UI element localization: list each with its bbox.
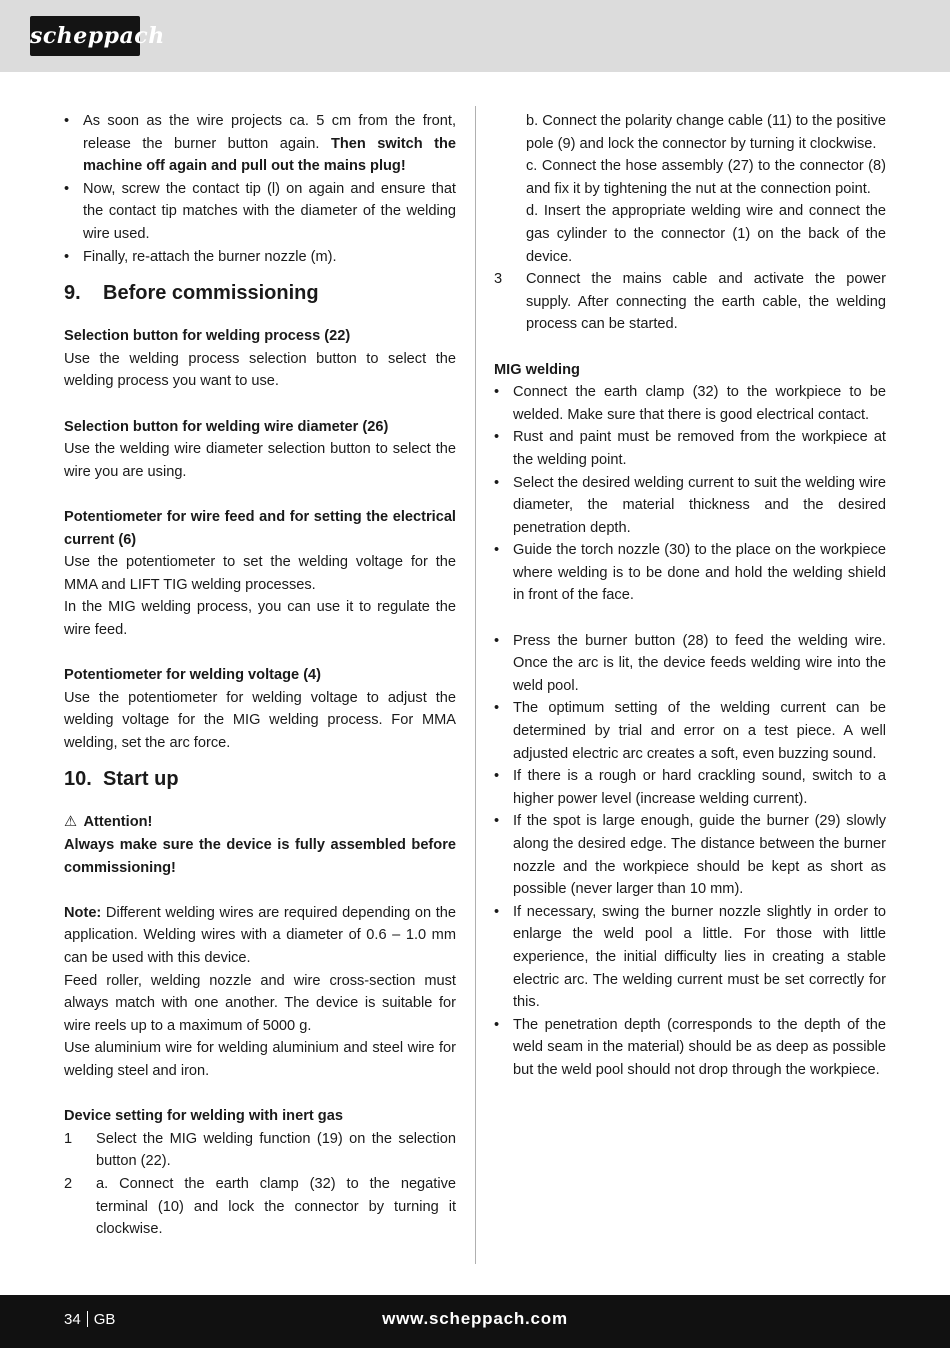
subheading: MIG welding <box>494 361 580 378</box>
list-item: • The optimum setting of the welding current can be determined by trial and error on a test piece. A well adjusted electric arc creates a soft, even buzzing sound. <box>494 697 886 765</box>
sub-step: d. Insert the appropriate welding wire and connect the gas cylinder to the connector (1) on the back of the device. <box>526 203 886 265</box>
warning-icon: ⚠ <box>64 814 78 831</box>
sub-step: b. Connect the polarity change cable (11) to the positive pole (9) and lock the connector by turning it clockwise. <box>526 113 886 152</box>
page-number: 34 GB <box>64 1311 116 1328</box>
subheading: Selection button for welding wire diameter (26) <box>64 418 389 435</box>
section-heading-9: 9. Before commissioning <box>64 282 319 305</box>
page-header <box>0 0 950 72</box>
list-item: • As soon as the wire projects ca. 5 cm from the front, release the burner button again. Then switch the machine off again and pull out the mains plug! <box>64 110 456 178</box>
list-item: • Finally, re-attach the burner nozzle (m). <box>64 246 456 269</box>
attention-heading: ⚠ Attention! <box>64 811 456 834</box>
paragraph: Use aluminium wire for welding aluminium and steel wire for welding steel and iron. <box>64 1040 456 1079</box>
list-item: • Now, screw the contact tip (l) on again and ensure that the contact tip matches with the diameter of the welding wire used. <box>64 178 456 246</box>
paragraph: Use the potentiometer to set the welding voltage for the MMA and LIFT TIG welding processes. <box>64 554 456 593</box>
numbered-step: 1 Select the MIG welding function (19) on the selection button (22). <box>64 1130 456 1170</box>
brand-logo: scheppach <box>30 16 140 56</box>
list-item: • If necessary, swing the burner nozzle slightly in order to enlarge the weld pool a little. For those with little experience, the initial difficulty lies in creating a stable electric arc. The welding current must be set correctly for this. <box>494 901 886 1014</box>
paragraph: Feed roller, welding nozzle and wire cross-section must always match with one another. The device is suitable for wire reels up to a maximum of 5000 g. <box>64 972 456 1034</box>
subheading: Potentiometer for wire feed and for setting the electrical current (6) <box>64 508 456 548</box>
note-paragraph: Note: Different welding wires are required depending on the application. Welding wires with a diameter of 0.6 – 1.0 mm can be used with this device. <box>64 904 456 966</box>
list-item: • If the spot is large enough, guide the burner (29) slowly along the desired edge. The distance between the burner nozzle and the workpiece should be kept as short as possible (never larger than 10 mm). <box>494 810 886 900</box>
subheading: Potentiometer for welding voltage (4) <box>64 667 322 684</box>
numbered-step: 3 Connect the mains cable and activate the power supply. After connecting the earth cable, the welding process can be started. <box>494 271 886 333</box>
paragraph: Use the potentiometer for welding voltage to adjust the welding voltage for the MIG welding process. For MMA welding, set the arc force. <box>64 689 456 751</box>
paragraph: Use the welding process selection button to select the welding process you want to use. <box>64 350 456 390</box>
list-item: • Select the desired welding current to suit the welding wire diameter, the material thickness and the desired penetration depth. <box>494 472 886 540</box>
section-heading-10: 10. Start up <box>64 768 179 791</box>
left-column <box>64 110 456 1241</box>
subheading: Device setting for welding with inert gas <box>64 1108 343 1125</box>
list-item: • Connect the earth clamp (32) to the workpiece to be welded. Make sure that there is good electrical contact. <box>494 381 886 426</box>
paragraph: In the MIG welding process, you can use it to regulate the wire feed. <box>64 599 456 638</box>
paragraph: Use the welding wire diameter selection button to select the wire you are using. <box>64 441 456 480</box>
sub-step: c. Connect the hose assembly (27) to the connector (8) and fix it by tightening the nut at the connection point. <box>526 158 886 197</box>
page-footer <box>0 1295 950 1348</box>
list-item: • If there is a rough or hard crackling sound, switch to a higher power level (increase welding current). <box>494 765 886 810</box>
numbered-step: 2 a. Connect the earth clamp (32) to the negative terminal (10) and lock the connector by turning it clockwise. <box>64 1175 456 1238</box>
right-column <box>494 110 886 1082</box>
list-item: • Guide the torch nozzle (30) to the place on the workpiece where welding is to be done and hold the welding shield in front of the face. <box>494 539 886 607</box>
list-item: • Press the burner button (28) to feed the welding wire. Once the arc is lit, the device feeds welding wire into the weld pool. <box>494 630 886 698</box>
website-link[interactable]: www.scheppach.com <box>382 1309 568 1328</box>
column-divider <box>475 106 476 1264</box>
list-item: • The penetration depth (corresponds to the depth of the weld seam in the material) should be as deep as possible but the weld pool should not drop through the workpiece. <box>494 1014 886 1082</box>
list-item: • Rust and paint must be removed from the workpiece at the welding point. <box>494 426 886 471</box>
subheading: Selection button for welding process (22) <box>64 328 351 345</box>
attention-text: Always make sure the device is fully assembled before commissioning! <box>64 837 456 876</box>
